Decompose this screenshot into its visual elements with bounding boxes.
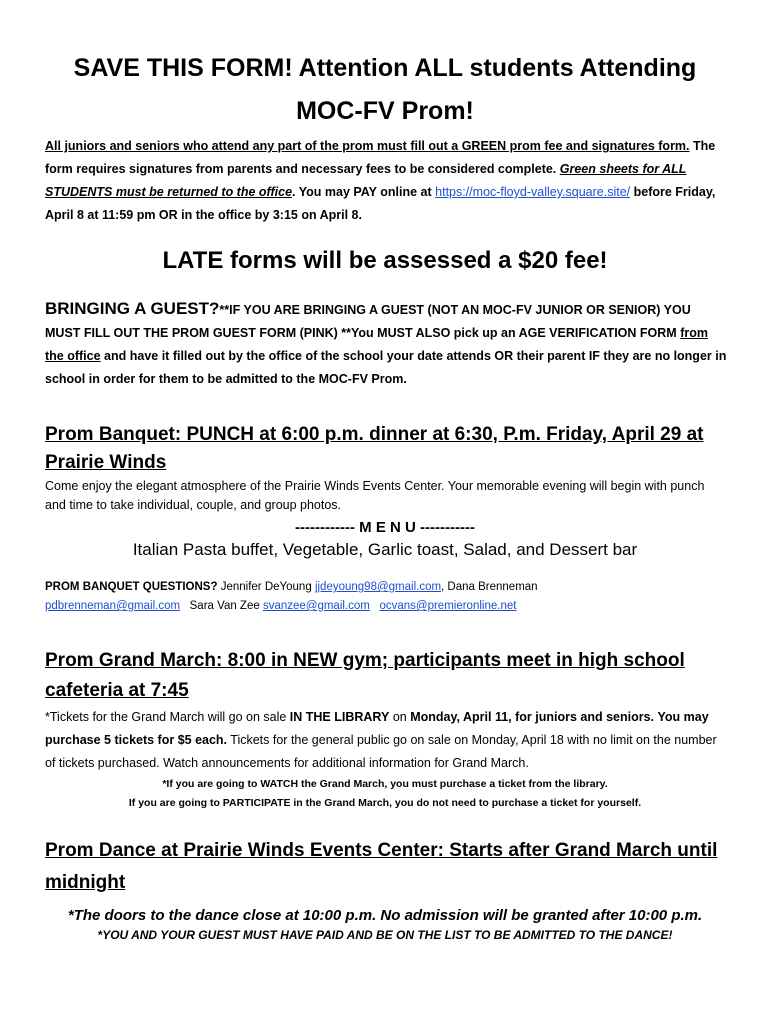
- contact1-email-link[interactable]: jjdeyoung98@gmail.com: [314, 581, 442, 593]
- banquet-heading: Prom Banquet: PUNCH at 6:00 p.m. dinner at 6:30, P.m. Friday, April 29 at Prairie Winds: [45, 424, 704, 473]
- gm-library: IN THE LIBRARY: [289, 710, 390, 724]
- page-title: [0, 0, 770, 133]
- guest-text-2: and have it filled out by the office of the school your date attends OR their parent IF they are no longer in school in order for them to be admitted to the MOC-FV Prom.: [45, 349, 727, 386]
- guest-heading: BRINGING A GUEST?: [45, 299, 220, 318]
- gm-text-3: on: [392, 710, 407, 724]
- banquet-contacts: [45, 578, 728, 616]
- gm-price: You may purchase 5 tickets for $5 each.: [45, 710, 709, 747]
- payment-link[interactable]: https://moc-floyd-valley.square.site/: [435, 185, 631, 199]
- late-fee-notice: LATE forms will be assessed a $20 fee!: [162, 247, 608, 274]
- gm-date: Monday, April 11, for juniors and seniors.: [410, 710, 655, 724]
- contact2-email-link[interactable]: pdbrenneman@gmail.com: [45, 600, 181, 612]
- intro-italic-text: Green sheets for ALL STUDENTS must be returned to the office: [45, 162, 687, 199]
- banquet-description: Come enjoy the elegant atmosphere of the Prairie Winds Events Center. Your memorable evening will begin with punch and time to take individual, couple, and group photos.: [45, 479, 705, 512]
- contact3-name: Sara Van Zee: [189, 600, 260, 612]
- grand-march-paragraph: [45, 706, 728, 775]
- title-line-1: SAVE THIS FORM! Attention ALL students Attending: [73, 54, 697, 82]
- dance-heading: Prom Dance at Prairie Winds Events Center: Starts after Grand March until midnight: [45, 840, 718, 893]
- menu-items: Italian Pasta buffet, Vegetable, Garlic toast, Salad, and Dessert bar: [132, 540, 638, 559]
- intro-text-1: The form requires signatures from parents and necessary fees to be considered complete.: [45, 139, 716, 176]
- guest-underlined: from the office: [45, 326, 708, 363]
- questions-label: PROM BANQUET QUESTIONS?: [45, 581, 218, 593]
- intro-underlined-text: All juniors and seniors who attend any part of the prom must fill out a GREEN prom fee and signatures form.: [45, 139, 690, 153]
- gm-participate-note: If you are going to PARTICIPATE in the Grand March, you do not need to purchase a ticket for yourself.: [128, 797, 642, 809]
- intro-paragraph: [45, 135, 728, 227]
- guest-paragraph: [45, 297, 728, 391]
- title-line-2: MOC-FV Prom!: [296, 97, 474, 125]
- dance-doors-note: *The doors to the dance close at 10:00 p.m. No admission will be granted after 10:00 p.m.: [67, 907, 703, 924]
- contact4-email-link[interactable]: ocvans@premieronline.net: [379, 600, 517, 612]
- intro-text-2: . You may PAY online at: [292, 185, 432, 199]
- gm-text-6: Tickets for the general public go on sale on Monday, April 18 with no limit on the number of tickets purchased. Watch announcements for additional information for Grand March.: [45, 733, 717, 770]
- grand-march-heading: Prom Grand March: 8:00 in NEW gym; participants meet in high school cafeteria at 7:45: [45, 650, 685, 701]
- intro-text-3: before Friday, April 8 at 11:59 pm OR in the office by 3:15 on April 8.: [45, 185, 716, 222]
- gm-watch-note: *If you are going to WATCH the Grand March, you must purchase a ticket from the library.: [162, 778, 608, 790]
- contact2-name: , Dana Brenneman: [441, 581, 538, 593]
- gm-text-1: *Tickets for the Grand March will go on sale: [45, 710, 287, 724]
- dance-admission-note: *YOU AND YOUR GUEST MUST HAVE PAID AND BE ON THE LIST TO BE ADMITTED TO THE DANCE!: [97, 928, 673, 942]
- guest-text-1: **IF YOU ARE BRINGING A GUEST (NOT AN MOC-FV JUNIOR OR SENIOR) YOU MUST FILL OUT THE PROM GUEST FORM (PINK) **You MUST ALSO pick up an AGE VERIFICATION FORM: [45, 303, 691, 340]
- menu-label: ------------ M E N U -----------: [295, 519, 475, 536]
- contact1-name: Jennifer DeYoung: [220, 581, 312, 593]
- contact3-email-link[interactable]: svanzee@gmail.com: [262, 600, 370, 612]
